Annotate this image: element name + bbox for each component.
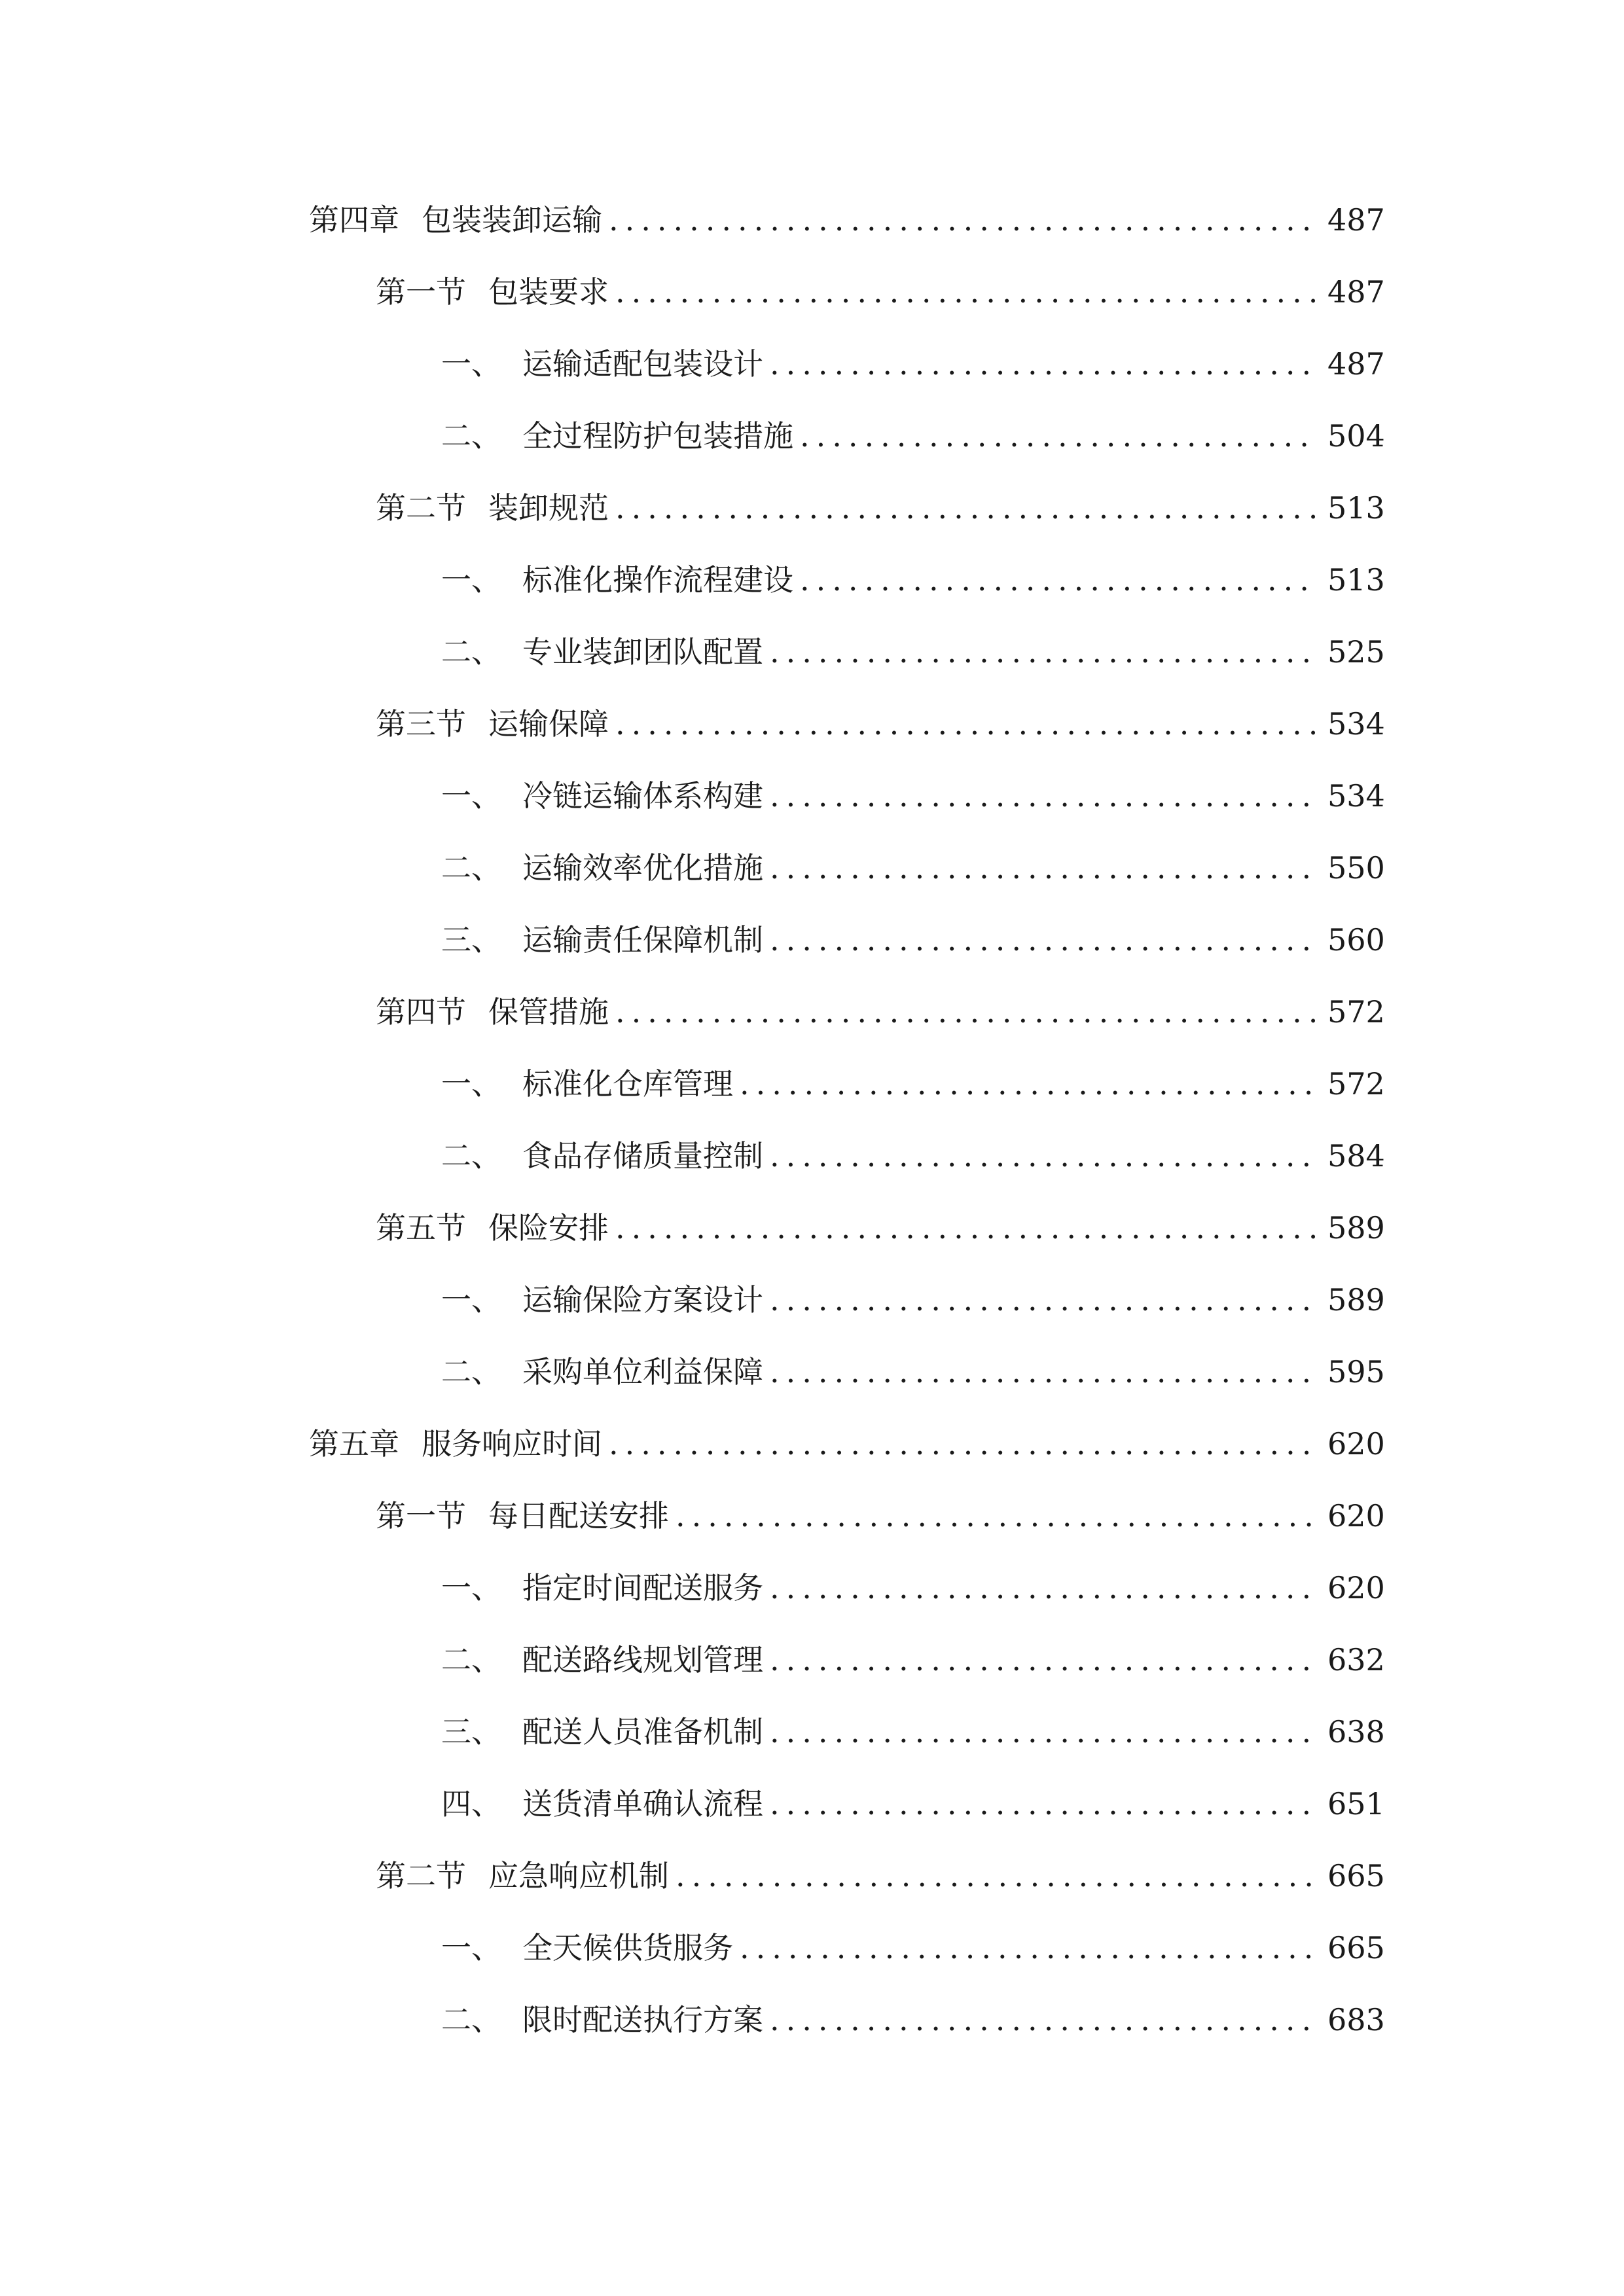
toc-number: 第四节 (376, 994, 466, 1030)
toc-title: 标准化仓库管理 (522, 1066, 733, 1102)
toc-number: 第一节 (376, 274, 466, 310)
toc-page-number: 534 (1327, 706, 1385, 742)
toc-title: 限时配送执行方案 (522, 2002, 763, 2037)
toc-number: 一、 (441, 1570, 501, 1605)
toc-title: 配送路线规划管理 (522, 1642, 763, 1677)
dot-leader (615, 266, 1318, 318)
toc-number: 二、 (441, 634, 501, 670)
toc-entry-subsection[interactable] (441, 1634, 1385, 1686)
toc-entry-section[interactable] (376, 1490, 1385, 1542)
toc-entry-subsection[interactable] (441, 1778, 1385, 1830)
toc-page-number: 572 (1327, 1066, 1385, 1102)
toc-page-number: 487 (1327, 274, 1385, 310)
dot-leader (770, 1706, 1318, 1758)
toc-number: 一、 (441, 1066, 501, 1102)
toc-title: 送货清单确认流程 (522, 1786, 763, 1821)
toc-entry-subsection[interactable] (441, 554, 1385, 606)
toc-title: 标准化操作流程建设 (522, 562, 793, 598)
toc-entry-subsection[interactable] (441, 842, 1385, 894)
dot-leader (676, 1490, 1318, 1542)
toc-page-number: 513 (1327, 490, 1385, 526)
dot-leader (615, 1202, 1318, 1254)
toc-entry-subsection[interactable] (441, 1346, 1385, 1398)
dot-leader (676, 1850, 1318, 1902)
toc-number: 二、 (441, 850, 501, 886)
toc-entry-subsection[interactable] (441, 1130, 1385, 1182)
toc-entry-subsection[interactable] (441, 1274, 1385, 1326)
toc-page-number: 632 (1327, 1642, 1385, 1677)
toc-entry-subsection[interactable] (441, 1058, 1385, 1110)
dot-leader (770, 626, 1318, 678)
toc-page-number: 534 (1327, 778, 1385, 814)
toc-page-number: 572 (1327, 994, 1385, 1030)
toc-page-number: 589 (1327, 1282, 1385, 1318)
toc-number: 一、 (441, 562, 501, 598)
dot-leader (770, 338, 1318, 390)
toc-page-number: 620 (1327, 1498, 1385, 1534)
toc-title: 运输保险方案设计 (522, 1282, 763, 1318)
toc-number: 一、 (441, 778, 501, 814)
dot-leader (770, 914, 1318, 966)
toc-number: 第五章 (309, 1426, 399, 1462)
toc-entry-section[interactable] (376, 266, 1385, 318)
toc-title: 包装装卸运输 (422, 202, 602, 238)
toc-page-number: 504 (1327, 418, 1385, 454)
toc-title: 运输适配包装设计 (522, 346, 763, 382)
toc-page-number: 513 (1327, 562, 1385, 598)
toc-entry-subsection[interactable] (441, 1562, 1385, 1614)
dot-leader (770, 1994, 1318, 2046)
toc-page-number: 620 (1327, 1426, 1385, 1462)
toc-title: 采购单位利益保障 (522, 1354, 763, 1390)
dot-leader (770, 1778, 1318, 1830)
toc-page-number: 595 (1327, 1354, 1385, 1390)
toc-title: 保管措施 (488, 994, 609, 1030)
toc-entry-subsection[interactable] (441, 1706, 1385, 1758)
toc-page-number: 550 (1327, 850, 1385, 886)
toc-entry-chapter[interactable] (309, 194, 1385, 246)
toc-number: 一、 (441, 1282, 501, 1318)
dot-leader (770, 1130, 1318, 1182)
toc-page-number: 589 (1327, 1210, 1385, 1246)
dot-leader (740, 1922, 1318, 1974)
dot-leader (770, 1346, 1318, 1398)
dot-leader (615, 986, 1318, 1038)
toc-number: 二、 (441, 1642, 501, 1677)
toc-number: 三、 (441, 922, 501, 958)
dot-leader (770, 842, 1318, 894)
toc-title: 应急响应机制 (488, 1858, 669, 1893)
toc-entry-section[interactable] (376, 482, 1385, 534)
dot-leader (740, 1058, 1318, 1110)
dot-leader (770, 770, 1318, 822)
toc-page-number: 487 (1327, 346, 1385, 382)
toc-title: 运输保障 (488, 706, 609, 742)
toc-title: 全过程防护包装措施 (522, 418, 793, 454)
toc-page-number: 525 (1327, 634, 1385, 670)
toc-title: 指定时间配送服务 (522, 1570, 763, 1605)
toc-page-number: 620 (1327, 1570, 1385, 1605)
dot-leader (800, 554, 1318, 606)
dot-leader (609, 1418, 1318, 1470)
toc-number: 第四章 (309, 202, 399, 238)
toc-page-number: 665 (1327, 1858, 1385, 1893)
toc-title: 运输效率优化措施 (522, 850, 763, 886)
dot-leader (615, 482, 1318, 534)
toc-entry-subsection[interactable] (441, 914, 1385, 966)
toc-page-number: 584 (1327, 1138, 1385, 1174)
toc-entry-section[interactable] (376, 1850, 1385, 1902)
toc-title: 服务响应时间 (422, 1426, 602, 1462)
toc-number: 第二节 (376, 1858, 466, 1893)
toc-page-number: 651 (1327, 1786, 1385, 1821)
toc-number: 第一节 (376, 1498, 466, 1534)
toc-title: 每日配送安排 (488, 1498, 669, 1534)
toc-number: 一、 (441, 346, 501, 382)
toc-entry-subsection[interactable] (441, 1922, 1385, 1974)
toc-title: 包装要求 (488, 274, 609, 310)
toc-page-number: 683 (1327, 2002, 1385, 2037)
toc-title: 保险安排 (488, 1210, 609, 1246)
toc-entry-subsection[interactable] (441, 1994, 1385, 2046)
toc-number: 四、 (441, 1786, 501, 1821)
toc-title: 全天候供货服务 (522, 1930, 733, 1965)
toc-title: 食品存储质量控制 (522, 1138, 763, 1174)
toc-number: 第二节 (376, 490, 466, 526)
toc-entry-subsection[interactable] (441, 770, 1385, 822)
toc-page-number: 638 (1327, 1714, 1385, 1749)
toc-title: 专业装卸团队配置 (522, 634, 763, 670)
toc-number: 二、 (441, 1138, 501, 1174)
toc-title: 装卸规范 (488, 490, 609, 526)
dot-leader (770, 1634, 1318, 1686)
toc-number: 二、 (441, 1354, 501, 1390)
toc-number: 二、 (441, 2002, 501, 2037)
toc-entry-chapter[interactable] (309, 1418, 1385, 1470)
toc-title: 配送人员准备机制 (522, 1714, 763, 1749)
dot-leader (800, 410, 1318, 462)
dot-leader (615, 698, 1318, 750)
toc-entry-subsection[interactable] (441, 338, 1385, 390)
toc-entry-section[interactable] (376, 986, 1385, 1038)
toc-page-number: 560 (1327, 922, 1385, 958)
toc-page-number: 487 (1327, 202, 1385, 238)
toc-page-number: 665 (1327, 1930, 1385, 1965)
dot-leader (770, 1274, 1318, 1326)
toc-number: 三、 (441, 1714, 501, 1749)
toc-title: 冷链运输体系构建 (522, 778, 763, 814)
toc-title: 运输责任保障机制 (522, 922, 763, 958)
toc-number: 第三节 (376, 706, 466, 742)
dot-leader (609, 194, 1318, 246)
toc-number: 一、 (441, 1930, 501, 1965)
dot-leader (770, 1562, 1318, 1614)
toc-entry-section[interactable] (376, 698, 1385, 750)
toc-number: 第五节 (376, 1210, 466, 1246)
toc-entry-subsection[interactable] (441, 626, 1385, 678)
toc-entry-section[interactable] (376, 1202, 1385, 1254)
toc-entry-subsection[interactable] (441, 410, 1385, 462)
toc-number: 二、 (441, 418, 501, 454)
